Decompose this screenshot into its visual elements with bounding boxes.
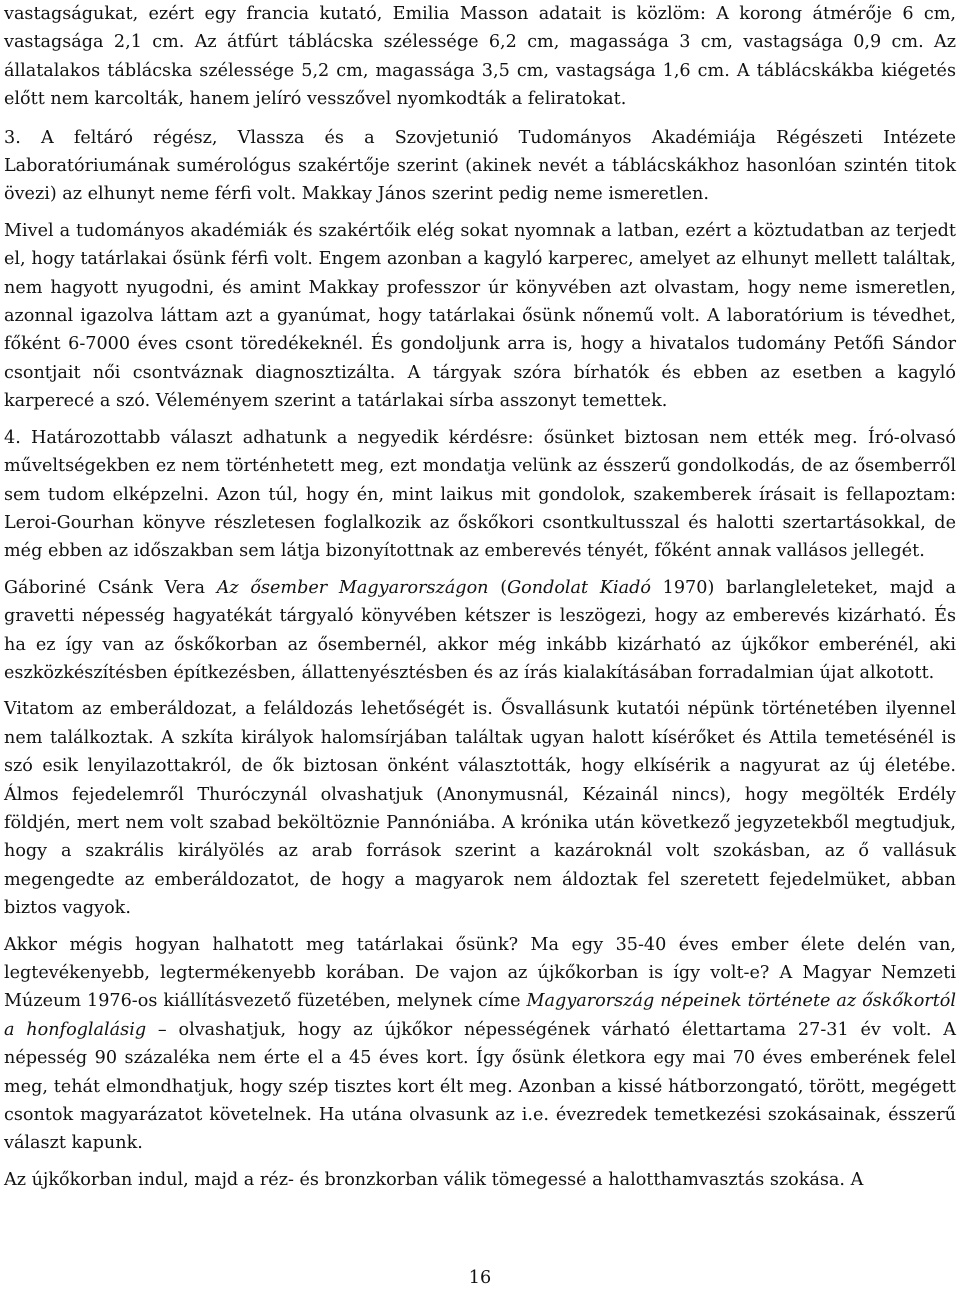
paragraph-5-text-b: ( xyxy=(488,577,508,598)
book-title: Az ősember Magyarországon xyxy=(216,577,489,598)
page-number: 16 xyxy=(468,1268,492,1288)
paragraph-4 xyxy=(4,424,956,566)
item-number-4: 4. xyxy=(4,427,21,448)
booklet-title: Magyarország népeinek története az őskőkortól a honfoglalásig xyxy=(4,991,957,1040)
paragraph-3: Mivel a tudományos akadémiák és szakértőik elég sokat nyomnak a latban, ezért a köztudatban az terjedt el, hogy tatárlakai ősünk férfi volt. Engem azonban a kagyló karperec, amelyet az elhunyt mellett találtak, nem hagyott nyugodni, és amint Makkay professzor úr könyvében azt olvastam, hogy neme ismeretlen, azonnal igazolva láttam azt a gyanúmat, hogy tatárlakai ősünk nőnemű volt. A laboratórium is tévedhet, főként 6-7000 éves csont töredékeknél. És gondoljunk arra is, hogy a hivatalos tudomány Petőfi Sándor csontjait női csontváznak diagnosztizálta. A tárgyak szóra bírhatók és ebben az esetben a kagyló karpereсé a szó. Véleményem szerint a tatárlakai sírba asszonyt temettek. xyxy=(4,220,956,412)
paragraph-2 xyxy=(4,124,956,209)
paragraph-7-text-b: – olvashatjuk, hogy az újkőkor népességének várható élettartama 27-31 év volt. A népesség 90 százaléka nem érte el a 45 éves kort. Így ősünk életkora egy mai 70 éves emberének felel meg, tehát elmondhatjuk, hogy szép tisztes kort élt meg. Azonban a kissé hátborzongató, törött, megégett csontok magyarázatot követelnek. Ha utána olvasunk az i.e. évezredek temetkezési szokásainak, ésszerű választ kapunk. xyxy=(4,1019,956,1154)
paragraph-2-text: A feltáró régész, Vlassza és a Szovjetunió Tudományos Akadémiája Régészeti Intézete Laboratóriumának sumérológus szakértője szerint (akinek nevét a táblácskákhoz hasonlóan szintén titok övezi) az elhunyt neme férfi volt. Makkay János szerint pedig neme ismeretlen. xyxy=(4,127,956,205)
paragraph-5-text-c: 1970) barlangleleteket, majd a gravetti népesség hagyatékát tárgyaló könyvében kétszer is leszögezi, hogy az emberevés kizárható. És ha ez így van az őskőkorban az ősembernél, akkor még inkább kizárható az újkőkor emberénél, aki eszközkészítésben építkezésben, állattenyésztésben és az írás kialakításában forradalmian újat alkotott. xyxy=(4,577,956,683)
paragraph-6: Vitatom az emberáldozat, a feláldozás lehetőségét is. Ősvallásunk kutatói népünk történetében ilyennel nem találkoztak. A szkíta királyok halomsírjában találtak ugyan halott kísérőket és Attila temetésénél is szó esik lenyilazottakról, de ők biztosan önként választották, hogy elkísérik a nagyurat az új életébe. Álmos fejedelemről Thuróczynál olvashatjuk (Anonymusnál, Kézainál nincs), hogy megölték Erdély földjén, mert nem volt szabad beköltöznie Pannóniába. A krónika után következő jegyzetekből megtudjuk, hogy a szakrális királyölés az arab források szerint a kazároknál volt szokásban, az ő vallásuk megengedte az emberáldozatot, de hogy a magyarok nem áldoztak fel szeretett fejedelmüket, abban biztos vagyok. xyxy=(4,699,956,919)
paragraph-1: vastagságukat, ezért egy francia kutató, Emilia Masson adatait is közlöm: A korong átmérője 6 cm, vastagsága 2,1 cm. Az átfúrt táblácska szélessége 6,2 cm, magassága 3 cm, vastagsága 0,9 cm. Az állatalakos táblácska szélessége 5,2 cm, magassága 3,5 cm, vastagsága 1,6 cm. A táblácskákba kiégetés előtt nem karcolták, hanem jelíró vesszővel nyomkodták a feliratokat. xyxy=(4,4,956,110)
paragraph-5-text-a: Gáboriné Csánk Vera xyxy=(4,577,217,598)
paragraph-4-text: Határozottabb választ adhatunk a negyedik kérdésre: ősünket biztosan nem ették meg. Író-olvasó műveltségekben ez nem történhetett meg, ezt mondatja velünk az ésszerű gondolkodás, de az ősemberről sem tudom elképzelni. Azon túl, hogy én, mint laikus mit gondolok, szakemberek írásait is fellapoztam: Leroi-Gourhan könyve részletesen foglalkozik az őskőkori csontkultusszal és halotti szertartásokkal, de még ebben az időszakban sem látja bizonyítottnak az emberevés tényét, főként annak vallásos jellegét. xyxy=(4,427,956,562)
paragraph-7 xyxy=(4,931,956,1158)
paragraph-8: Az újkőkorban indul, majd a réz- és bronzkorban válik tömegessé a halotthamvasztás szokása. A xyxy=(4,1169,864,1190)
document-page xyxy=(4,0,956,1194)
paragraph-7-text-a: Akkor mégis hogyan halhatott meg tatárlakai ősünk? Ma egy 35-40 éves ember élete delén van, legtevékenyebb, legtermékenyebb korában. De vajon az újkőkorban is így volt-e? A Magyar Nemzeti Múzeum 1976-os kiállításvezető füzetében, melynek címe xyxy=(4,934,956,1012)
paragraph-5 xyxy=(4,574,956,688)
item-number-3: 3. xyxy=(4,127,21,148)
publisher-name: Gondolat Kiadó xyxy=(507,577,651,598)
